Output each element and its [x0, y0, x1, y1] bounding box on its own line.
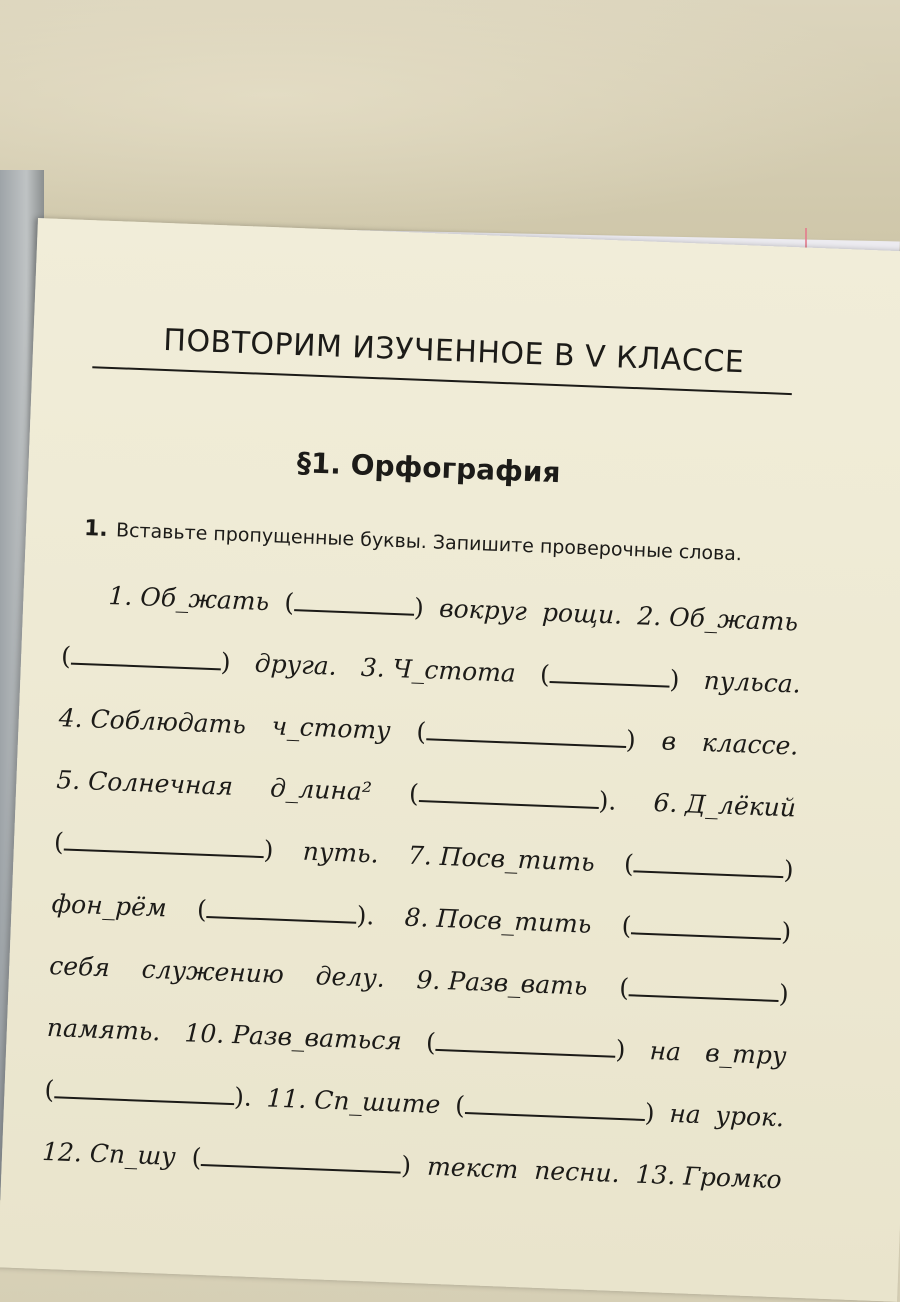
word: 8. Посв_тить [404, 902, 592, 939]
answer-blank[interactable] [418, 780, 599, 809]
word: в [660, 726, 677, 756]
paren-close: ) [778, 979, 790, 1009]
paren-open: ( [618, 972, 630, 1003]
answer-blank[interactable] [64, 828, 265, 858]
word: песни. [533, 1155, 621, 1189]
word: 13. Громко [635, 1159, 783, 1195]
word: текст [426, 1151, 519, 1185]
section-heading: §1. Орфография [296, 446, 562, 490]
paren-close: ). [356, 900, 375, 931]
word: служению [141, 954, 285, 989]
table-surface [0, 0, 900, 240]
answer-blank[interactable] [426, 718, 627, 748]
word: память. [46, 1012, 161, 1047]
exercise-line-10 [42, 1137, 783, 1194]
word: 7. Посв_тить [407, 840, 596, 877]
exercise-line-9 [44, 1075, 785, 1132]
answer-blank[interactable] [206, 896, 357, 924]
word: 2. Об_жать [636, 601, 799, 637]
word: на [668, 1098, 702, 1130]
paren-close: ) [263, 835, 275, 865]
word: 10. Разв_ваться [184, 1018, 403, 1056]
paren-open: ( [623, 848, 635, 879]
chapter-title: ПОВТОРИМ ИЗУЧЕННОЕ В V КЛАССЕ [162, 322, 745, 381]
exercise-line-6 [51, 889, 792, 946]
paren-open: ( [283, 587, 295, 618]
exercise-line-8 [46, 1013, 787, 1070]
paren-open: ( [415, 716, 427, 747]
paren-open: ( [43, 1074, 55, 1105]
paren-open: ( [425, 1027, 437, 1057]
paren-close: ) [413, 592, 425, 623]
paren-open: ( [196, 894, 208, 924]
exercise-line-1 [108, 581, 799, 636]
word: вокруг [438, 593, 528, 627]
word: урок. [715, 1100, 785, 1133]
answer-blank[interactable] [629, 974, 780, 1002]
word: 6. Д_лёкий [652, 788, 797, 823]
textbook-page [0, 218, 900, 1302]
answer-blank[interactable] [294, 589, 415, 616]
paren-open: ( [191, 1142, 203, 1172]
exercise-line-5 [54, 827, 795, 884]
answer-blank[interactable] [54, 1076, 235, 1105]
answer-blank[interactable] [436, 1029, 617, 1058]
paren-open: ( [53, 827, 65, 857]
paren-open: ( [539, 659, 551, 689]
exercise-line-4 [56, 765, 797, 822]
word: 4. Соблюдать [58, 703, 247, 740]
exercise-line-7 [49, 951, 790, 1008]
word: ч_стоту [271, 711, 392, 745]
paren-close: ) [400, 1150, 412, 1181]
word: 9. Разв_вать [416, 965, 589, 1001]
word: 1. Об_жать [108, 580, 270, 617]
paren-close: ) [220, 647, 232, 677]
paren-close: ) [783, 855, 795, 885]
word: путь. [302, 836, 380, 869]
paren-open: ( [408, 778, 420, 809]
word: д_лина² [269, 773, 373, 807]
word: классе. [701, 727, 799, 761]
word: рощи. [541, 597, 623, 630]
paren-close: ) [644, 1097, 656, 1128]
paren-close: ) [780, 917, 792, 947]
paren-open: ( [454, 1090, 466, 1121]
answer-blank[interactable] [549, 661, 670, 688]
answer-blank[interactable] [631, 912, 782, 940]
word: 11. Сп_шите [266, 1083, 441, 1120]
paren-open: ( [60, 641, 72, 671]
word: себя [48, 950, 111, 983]
word: пульса. [703, 665, 802, 699]
word: 12. Сп_шу [41, 1136, 177, 1171]
task-number: 1. [83, 516, 109, 542]
word: 5. Солнечная [55, 765, 234, 801]
paren-open: ( [621, 910, 633, 941]
word: в_тру [704, 1038, 787, 1071]
answer-blank[interactable] [201, 1144, 402, 1174]
paren-close: ) [615, 1034, 627, 1065]
paren-close: ). [598, 785, 617, 816]
exercise-line-3 [58, 703, 799, 760]
word: друга. [254, 648, 338, 681]
word: 3. Ч_стота [360, 652, 517, 688]
paren-close: ) [669, 664, 681, 694]
answer-blank[interactable] [634, 850, 785, 878]
answer-blank[interactable] [71, 643, 222, 671]
task-instruction: Вставьте пропущенные буквы. Запишите проверочные слова. [115, 519, 743, 566]
exercise-line-2 [61, 641, 802, 698]
answer-blank[interactable] [465, 1092, 646, 1121]
word: делу. [315, 961, 386, 993]
word: фон_рём [51, 889, 168, 923]
word: на [649, 1036, 682, 1067]
paren-close: ) [625, 724, 637, 755]
paren-close: ). [233, 1082, 253, 1112]
